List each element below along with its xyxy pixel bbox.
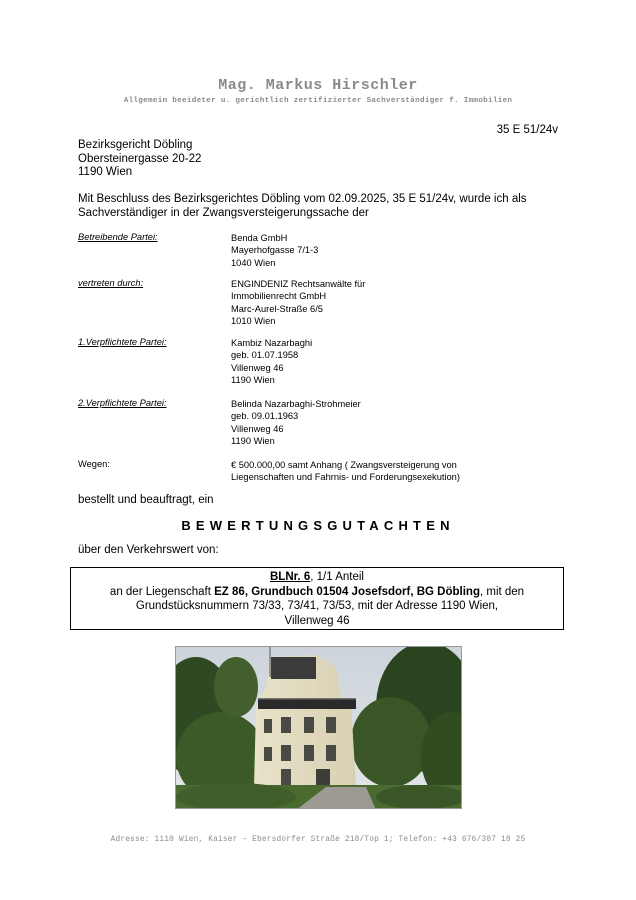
party-line: 1010 Wien <box>231 315 276 326</box>
box-line-2-suffix: , mit den <box>479 585 525 598</box>
party-line: geb. 01.07.1958 <box>231 350 299 361</box>
party-line: Villenweg 46 <box>231 362 284 373</box>
party-line: Marc-Aurel-Straße 6/5 <box>231 303 323 314</box>
party-label-vertreten: vertreten durch: <box>78 278 144 288</box>
property-photo <box>175 646 462 809</box>
party-label-verpflichtete-2: 2.Verpflichtete Partei: <box>78 398 167 408</box>
intro-paragraph: Mit Beschluss des Bezirksgerichtes Döbling vom 02.09.2025, 35 E 51/24v, wurde ich als Sachverständiger in der Zwangsversteigerungssache der <box>78 193 527 219</box>
box-line-2 <box>71 585 563 600</box>
letterhead-name: Mag. Markus Hirschler <box>218 77 418 94</box>
party-label-betreibende: Betreibende Partei: <box>78 232 158 242</box>
footer-address: Adresse: 1110 Wien, Kaiser – Ebersdorfer Straße 218/Top 1; Telefon: +43 676/307 18 25 <box>110 836 526 844</box>
property-box <box>70 567 564 630</box>
party-line: Belinda Nazarbaghi-Strohmeier <box>231 399 361 409</box>
bl-share: , 1/1 Anteil <box>310 571 364 583</box>
ueber-text: über den Verkehrswert von: <box>78 544 219 556</box>
party-line: Liegenschaften und Fahrnis- und Forderungsexekution) <box>231 472 460 483</box>
gutachten-title: BEWERTUNGSGUTACHTEN <box>181 518 455 533</box>
box-line-2-prefix: an der Liegenschaft <box>109 585 215 598</box>
bl-number: BLNr. 6 <box>270 571 311 583</box>
party-line: Mayerhofgasse 7/1-3 <box>231 245 319 256</box>
party-value-vertreten <box>231 278 365 327</box>
party-value-verpflichtete-1 <box>231 337 312 386</box>
party-value-wegen <box>231 459 460 484</box>
party-line: ENGINDENIZ Rechtsanwälte für <box>231 279 366 289</box>
party-label-wegen: Wegen: <box>78 459 110 469</box>
property-register: EZ 86, Grundbuch 01504 Josefsdorf, BG Döbling <box>214 585 480 598</box>
party-label-verpflichtete-1: 1.Verpflichtete Partei: <box>78 337 167 347</box>
party-line: Kambiz Nazarbaghi <box>231 338 313 348</box>
bestellt-text: bestellt und beauftragt, ein <box>78 494 214 506</box>
party-line: Benda GmbH <box>231 233 288 243</box>
party-line: 1190 Wien <box>231 435 275 446</box>
box-line-1 <box>71 570 563 585</box>
party-line: geb. 09.01.1963 <box>231 411 299 422</box>
box-line-4: Villenweg 46 <box>284 614 350 627</box>
court-address <box>78 139 201 180</box>
letterhead-subtitle: Allgemein beeideter u. gerichtlich zertifizierter Sachverständiger f. Immobilien <box>123 97 513 105</box>
party-value-verpflichtete-2 <box>231 398 361 447</box>
court-street: Obersteinergasse 20-22 <box>78 152 202 165</box>
party-line: € 500.000,00 samt Anhang ( Zwangsversteigerung von <box>231 460 457 470</box>
party-line: 1190 Wien <box>231 374 275 385</box>
party-value-betreibende <box>231 232 318 269</box>
case-number: 35 E 51/24v <box>496 124 558 136</box>
party-line: Villenweg 46 <box>231 423 284 434</box>
court-city: 1190 Wien <box>78 166 133 178</box>
party-line: Immobilienrecht GmbH <box>231 291 327 302</box>
box-line-3: Grundstücksnummern 73/33, 73/41, 73/53, mit der Adresse 1190 Wien, <box>135 600 499 612</box>
court-name: Bezirksgericht Döbling <box>78 139 193 151</box>
party-line: 1040 Wien <box>231 257 276 268</box>
